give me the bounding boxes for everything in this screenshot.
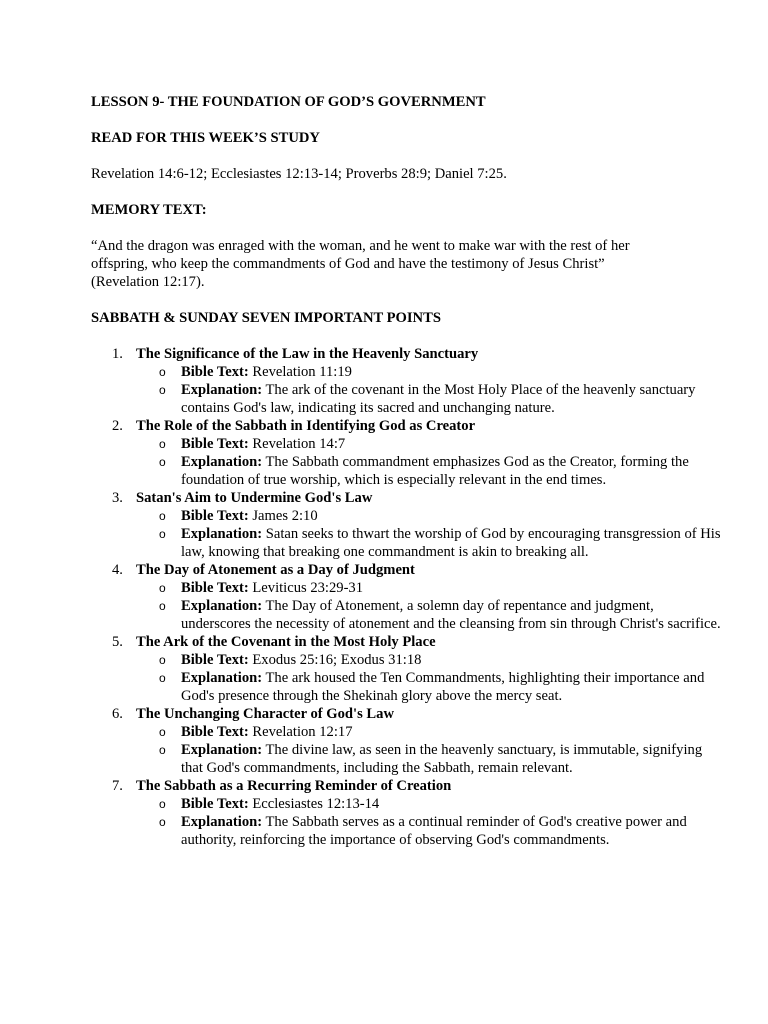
explanation-item <box>136 597 726 633</box>
bible-text-item <box>136 795 726 813</box>
explanation-value: The ark of the covenant in the Most Holy Place of the heavenly sanctuary contains God's law, indicating its sacred and unchanging nature. <box>181 382 696 416</box>
hollow-bullet-icon: o <box>159 581 166 595</box>
bible-text-item <box>136 651 726 669</box>
point-item <box>91 561 721 633</box>
hollow-bullet-icon: o <box>159 599 166 613</box>
points-list <box>91 345 721 849</box>
point-number: 1. <box>112 346 123 362</box>
point-details <box>136 579 721 633</box>
bible-text-value: James 2:10 <box>252 508 318 524</box>
explanation-label: Explanation: <box>181 670 263 686</box>
point-item <box>91 489 721 561</box>
explanation-item <box>136 525 726 561</box>
bible-text-label: Bible Text: <box>181 364 249 380</box>
point-details <box>136 795 691 849</box>
hollow-bullet-icon: o <box>159 383 166 397</box>
hollow-bullet-icon: o <box>159 437 166 451</box>
hollow-bullet-icon: o <box>159 671 166 685</box>
bible-text-value: Revelation 14:7 <box>252 436 346 452</box>
point-number: 7. <box>112 778 123 794</box>
explanation-item <box>136 813 726 849</box>
explanation-value: The ark housed the Ten Commandments, highlighting their importance and God's presence through the Shekinah glory above the mercy seat. <box>181 670 705 704</box>
point-details <box>136 435 691 489</box>
point-details <box>136 723 703 777</box>
explanation-label: Explanation: <box>181 526 263 542</box>
hollow-bullet-icon: o <box>159 743 166 757</box>
bible-text-value: Exodus 25:16; Exodus 31:18 <box>252 652 422 668</box>
bible-text-label: Bible Text: <box>181 724 249 740</box>
document-page <box>91 93 721 849</box>
explanation-value: The Sabbath serves as a continual reminder of God's creative power and authority, reinforcing the importance of observing God's commandments. <box>181 814 687 848</box>
bible-text-label: Bible Text: <box>181 580 249 596</box>
explanation-label: Explanation: <box>181 454 263 470</box>
point-number: 6. <box>112 706 123 722</box>
explanation-item <box>136 741 726 777</box>
explanation-label: Explanation: <box>181 814 263 830</box>
point-title: The Role of the Sabbath in Identifying God as Creator <box>136 418 476 434</box>
explanation-item <box>136 669 726 705</box>
hollow-bullet-icon: o <box>159 725 166 739</box>
points-heading: SABBATH & SUNDAY SEVEN IMPORTANT POINTS <box>91 310 441 326</box>
explanation-value: Satan seeks to thwart the worship of God by encouraging transgression of His law, knowing that breaking one commandment is akin to breaking all. <box>181 526 721 560</box>
bible-text-label: Bible Text: <box>181 796 249 812</box>
point-item <box>91 705 703 777</box>
point-number: 3. <box>112 490 123 506</box>
explanation-value: The divine law, as seen in the heavenly sanctuary, is immutable, signifying that God's commandments, including the Sabbath, remain relevant. <box>181 742 703 776</box>
hollow-bullet-icon: o <box>159 527 166 541</box>
point-title: The Sabbath as a Recurring Reminder of Creation <box>136 778 452 794</box>
bible-text-item <box>136 363 726 381</box>
explanation-value: The Sabbath commandment emphasizes God as the Creator, forming the foundation of true worship, which is especially relevant in the end times. <box>181 454 689 488</box>
point-title: The Significance of the Law in the Heavenly Sanctuary <box>136 346 479 362</box>
bible-text-value: Revelation 11:19 <box>252 364 352 380</box>
bible-text-value: Revelation 12:17 <box>252 724 353 740</box>
bible-text-item <box>136 579 726 597</box>
point-item <box>91 345 696 417</box>
point-title: Satan's Aim to Undermine God's Law <box>136 490 373 506</box>
bible-text-label: Bible Text: <box>181 436 249 452</box>
point-item <box>91 633 705 705</box>
bible-text-item <box>136 507 726 525</box>
hollow-bullet-icon: o <box>159 365 166 379</box>
bible-text-label: Bible Text: <box>181 508 249 524</box>
read-heading: READ FOR THIS WEEK’S STUDY <box>91 130 320 146</box>
explanation-label: Explanation: <box>181 742 263 758</box>
bible-text-label: Bible Text: <box>181 652 249 668</box>
point-details <box>136 363 696 417</box>
point-number: 4. <box>112 562 123 578</box>
explanation-label: Explanation: <box>181 598 263 614</box>
hollow-bullet-icon: o <box>159 509 166 523</box>
point-details <box>136 651 705 705</box>
point-item <box>91 417 691 489</box>
point-title: The Day of Atonement as a Day of Judgment <box>136 562 415 578</box>
explanation-item <box>136 453 726 489</box>
point-details <box>136 507 721 561</box>
explanation-value: The Day of Atonement, a solemn day of repentance and judgment, underscores the necessity of atonement and the cleansing from sin through Christ's sacrifice. <box>181 598 721 632</box>
bible-text-item <box>136 435 726 453</box>
explanation-item <box>136 381 726 417</box>
bible-text-item <box>136 723 726 741</box>
memory-text: “And the dragon was enraged with the woman, and he went to make war with the rest of her offspring, who keep the commandments of God and have the testimony of Jesus Christ” (Revelation 12:17). <box>91 238 630 290</box>
point-title: The Unchanging Character of God's Law <box>136 706 394 722</box>
point-item <box>91 777 691 849</box>
point-title: The Ark of the Covenant in the Most Holy Place <box>136 634 436 650</box>
memory-heading: MEMORY TEXT: <box>91 202 207 218</box>
hollow-bullet-icon: o <box>159 653 166 667</box>
point-number: 5. <box>112 634 123 650</box>
point-number: 2. <box>112 418 123 434</box>
hollow-bullet-icon: o <box>159 455 166 469</box>
read-text: Revelation 14:6-12; Ecclesiastes 12:13-14; Proverbs 28:9; Daniel 7:25. <box>91 166 507 182</box>
hollow-bullet-icon: o <box>159 815 166 829</box>
hollow-bullet-icon: o <box>159 797 166 811</box>
explanation-label: Explanation: <box>181 382 263 398</box>
bible-text-value: Ecclesiastes 12:13-14 <box>252 796 380 812</box>
bible-text-value: Leviticus 23:29-31 <box>252 580 364 596</box>
lesson-title: LESSON 9- THE FOUNDATION OF GOD’S GOVERNMENT <box>91 94 486 110</box>
